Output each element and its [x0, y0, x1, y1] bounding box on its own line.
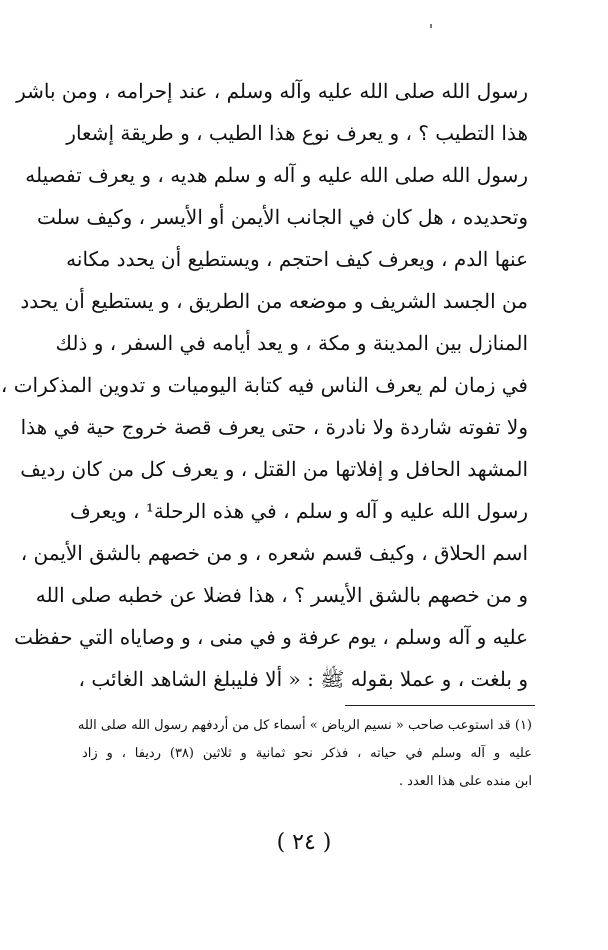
body-line: هذا التطيب ؟ ، و يعرف نوع هذا الطيب ، و طريقة إشعار	[66, 121, 528, 145]
footnote-line: ابن منده على هذا العدد .	[398, 774, 532, 789]
body-text	[0, 70, 528, 700]
scan-speck	[430, 24, 432, 28]
body-line: رسول الله عليه و آله و سلم ، في هذه الرحلة¹ ، ويعرف	[70, 499, 528, 523]
body-line: وتحديده ، هل كان في الجانب الأيمن أو الأيسر ، وكيف سلت	[37, 205, 528, 229]
page-number: ( ٢٤ )	[276, 830, 332, 855]
body-line: رسول الله صلى الله عليه وآله وسلم ، عند إحرامه ، ومن باشر	[16, 79, 528, 103]
body-line: عليه و آله وسلم ، يوم عرفة و في منى ، و وصاياه التي حفظت	[14, 625, 528, 649]
body-line: اسم الحلاق ، وكيف قسم شعره ، و من خصهم بالشق الأيمن ،	[20, 541, 528, 565]
body-line: المنازل بين المدينة و مكة ، و يعد أيامه في السفر ، و ذلك	[55, 331, 528, 355]
body-line: و بلغت ، و عملا بقوله ﷺ : « ألا فليبلغ الشاهد الغائب ،	[78, 667, 528, 691]
body-line: عنها الدم ، ويعرف كيف احتجم ، ويستطيع أن يحدد مكانه	[66, 247, 528, 271]
body-line: من الجسد الشريف و موضعه من الطريق ، و يستطيع أن يحدد	[20, 289, 528, 313]
footnote-divider	[345, 705, 535, 706]
body-line: في زمان لم يعرف الناس فيه كتابة اليوميات و تدوين المذكرات ،	[0, 373, 528, 397]
footnotes	[77, 712, 532, 796]
body-line: و من خصهم بالشق الأيسر ؟ ، هذا فضلا عن خطبه صلى الله	[35, 583, 528, 607]
body-line: ولا تفوته شاردة ولا نادرة ، حتى يعرف قصة خروج حية في هذا	[20, 415, 528, 439]
footnote-line: (١) قد استوعب صاحب « نسيم الرياض » أسماء كل من أردفهم رسول الله صلى الله	[77, 718, 532, 733]
body-line: المشهد الحافل و إفلاتها من القتل ، و يعرف كل من كان رديف	[20, 457, 528, 481]
body-line: رسول الله صلى الله عليه و آله و سلم هديه ، و يعرف تفصيله	[25, 163, 528, 187]
footnote-line: عليه و آله وسلم في حياته ، فذكر نحو ثمانية و ثلاثين (٣٨) رديفا ، و زاد	[82, 746, 532, 761]
